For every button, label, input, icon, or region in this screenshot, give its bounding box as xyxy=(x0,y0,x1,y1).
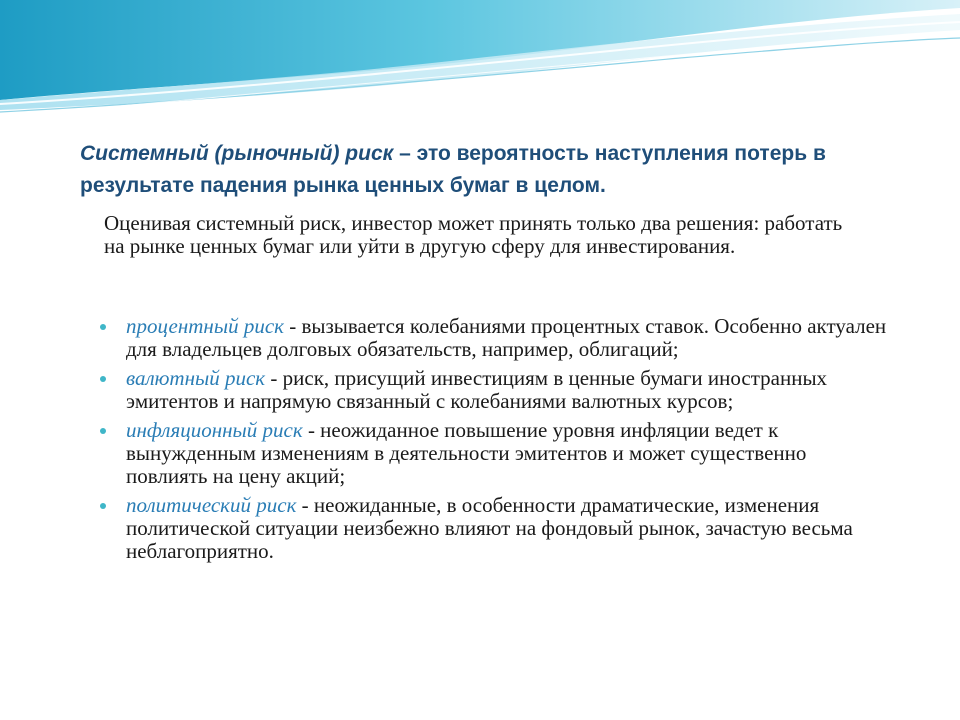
risk-description: - риск, присущий инвестициям в ценные бумаги иностранных эмитентов и напрямую связанный с колебаниями валютных курсов; xyxy=(126,366,828,413)
risk-list xyxy=(100,315,890,569)
slide-title xyxy=(80,138,900,202)
bullet-dot-icon xyxy=(100,503,106,509)
bullet-dot-icon xyxy=(100,428,106,434)
bullet-dot-icon xyxy=(100,376,106,382)
list-item xyxy=(100,367,890,413)
risk-term: инфляционный риск xyxy=(126,418,303,442)
risk-description: - вызывается колебаниями процентных ставок. Особенно актуален для владельцев долговых обязательств, например, облигаций; xyxy=(126,314,887,361)
title-term: Системный (рыночный) риск xyxy=(80,142,394,165)
risk-term: валютный риск xyxy=(126,366,266,390)
risk-description: - неожиданное повышение уровня инфляции ведет к вынужденным изменениям в деятельности эмитентов и может существенно повлиять на цену акций; xyxy=(126,418,807,488)
decorative-wave-header xyxy=(0,0,960,130)
intro-paragraph: Оценивая системный риск, инвестор может принять только два решения: работать на рынке ценных бумаг или уйти в другую сферу для инвестирования. xyxy=(104,211,843,258)
risk-term: политический риск xyxy=(126,493,297,517)
risk-description: - неожиданные, в особенности драматические, изменения политической ситуации неизбежно влияют на фондовый рынок, зачастую весьма неблагоприятно. xyxy=(126,493,853,563)
list-item xyxy=(100,419,890,488)
bullet-dot-icon xyxy=(100,324,106,330)
title-definition: – это вероятность наступления потерь в результате падения рынка ценных бумаг в целом. xyxy=(80,142,826,197)
risk-term: процентный риск xyxy=(126,314,284,338)
list-item xyxy=(100,494,890,563)
list-item xyxy=(100,315,890,361)
